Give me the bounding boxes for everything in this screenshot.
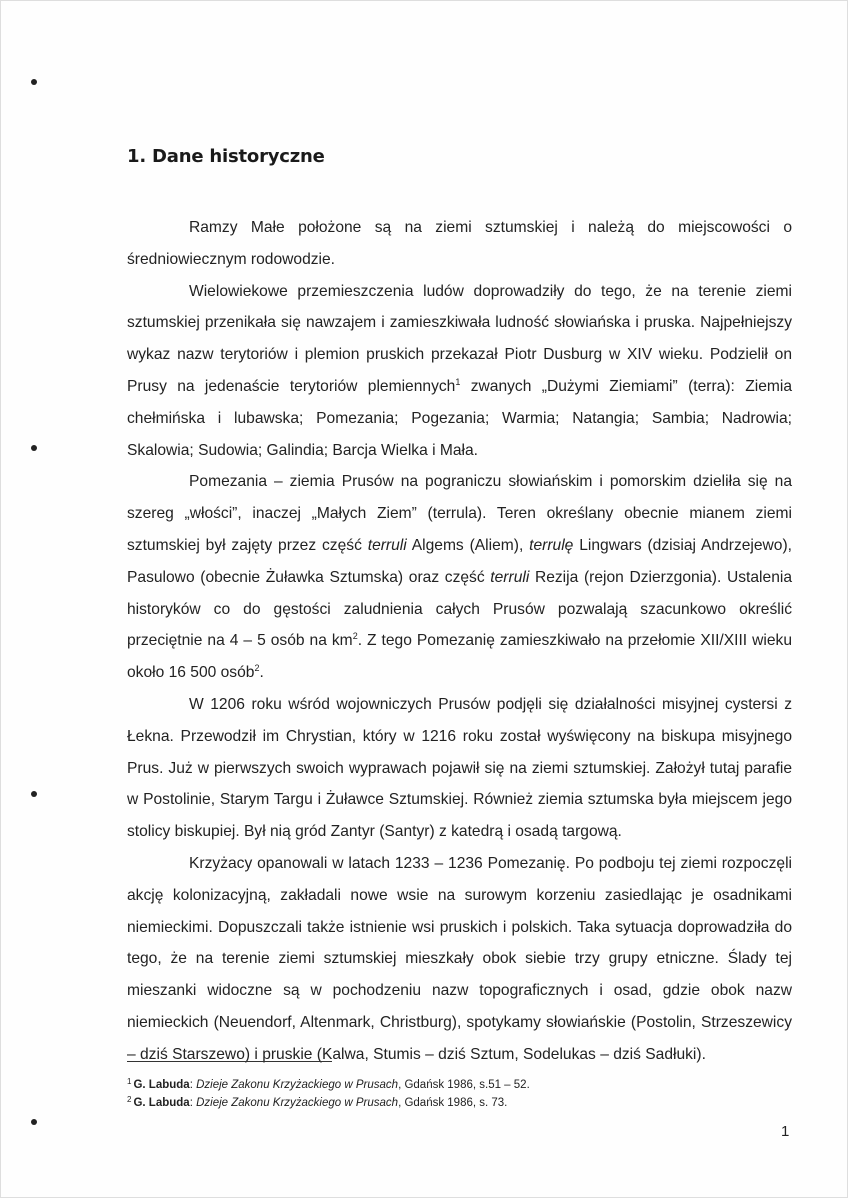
punch-hole-3 — [31, 791, 37, 797]
footnotes — [127, 1076, 792, 1112]
punch-hole-1 — [31, 79, 37, 85]
footnote-2: $^2$ G. Labuda: Dzieje Zakonu Krzyżackiego w Prusach, Gdańsk 1986, s. 73. — [127, 1095, 508, 1109]
footnote-1: $^1$ G. Labuda: Dzieje Zakonu Krzyżackiego w Prusach, Gdańsk 1986, s.51 – 52. — [127, 1077, 530, 1091]
paragraph-3: Pomezania – ziemia Prusów na pograniczu słowiańskim i pomorskim dzieliła się na szereg „włości”, inaczej „Małych Ziem” (terrula). Teren określany obecnie mianem ziemi sztumskiej był zajęty przez część terruli Algems (Aliem), terrulę Lingwars (dzisiaj Andrzejewo), Pasulowo (obecnie Żuławka Sztumska) oraz część terruli Rezija (rejon Dzierzgonia). Ustalenia historyków co do gęstości zaludnienia całych Prusów pozwalają szacunkowo określić przeciętnie na 4 – 5 osób na $km^2$. Z tego Pomezanię zamieszkiwało na przełomie XII/XIII wieku około 16 500 osób$^2$. — [127, 473, 793, 682]
superscript-km2: 2 — [352, 631, 358, 642]
paragraph-5: Krzyżacy opanowali w latach 1233 – 1236 Pomezanię. Po podboju tej ziemi rozpoczęli akcję kolonizacyjną, zakładali nowe wsie na surowym korzeniu zasiedlając je osadnikami niemieckimi. Dopuszczali także istnienie wsi pruskich i polskich. Taka sytuacja doprowadziła do tego, że na terenie ziemi sztumskiej mieszkały obok siebie trzy grupy etniczne. Ślady tej mieszanki widoczne są w pochodzeniu nazw topograficznych i osad, gdzie obok nazw niemieckich (Neuendorf, Altenmark, Christburg), spotykamy słowiańskie (Postolin, Strzeszewicy – dziś Starszewo) i pruskie (Kalwa, Stumis – dziś Sztum, Sodelukas – dziś Sadłuki). — [127, 854, 792, 1063]
footnote-ref-2[interactable]: 2 — [254, 663, 260, 674]
footnote-divider — [127, 1061, 332, 1062]
page-number: 1 — [781, 1123, 790, 1140]
footnote-ref-1[interactable]: 1 — [455, 376, 461, 387]
punch-hole-2 — [31, 445, 37, 451]
paragraph-4: W 1206 roku wśród wojowniczych Prusów podjęli się działalności misyjnej cystersi z Łekna. Przewodził im Chrystian, który w 1216 roku został wyświęcony na biskupa misyjnego Prus. Już w pierwszych swoich wyprawach pojawił się na ziemi sztumskiej. Założył tutaj parafie w Postolinie, Starym Targu i Żuławce Sztumskiej. Również ziemia sztumska była miejscem jego stolicy biskupiej. Był nią gród Zantyr (Santyr) z katedrą i osadą targową. — [127, 695, 792, 841]
section-heading: 1. Dane historyczne — [127, 146, 325, 167]
paragraph-2: Wielowiekowe przemieszczenia ludów doprowadziły do tego, że na terenie ziemi sztumskiej przenikała się nawzajem i zamieszkiwała ludność słowiańska i pruska. Najpełniejszy wykaz nazw terytoriów i plemion pruskich przekazał Piotr Dusburg w XIV wieku. Podzielił on Prusy na jedenaście terytoriów plemiennych$^1$ zwanych „Dużymi Ziemiami” (terra): Ziemia chełmińska i lubawska; Pomezania; Pogezania; Warmia; Natangia; Sambia; Nadrowia; Skalowia; Sudowia; Galindia; Barcja Wielka i Mała. — [127, 282, 793, 459]
body-text — [127, 212, 792, 1071]
paragraph-1: Ramzy Małe położone są na ziemi sztumskiej i należą do miejscowości o średniowiecznym rodowodzie. — [127, 219, 792, 268]
punch-hole-4 — [31, 1119, 37, 1125]
